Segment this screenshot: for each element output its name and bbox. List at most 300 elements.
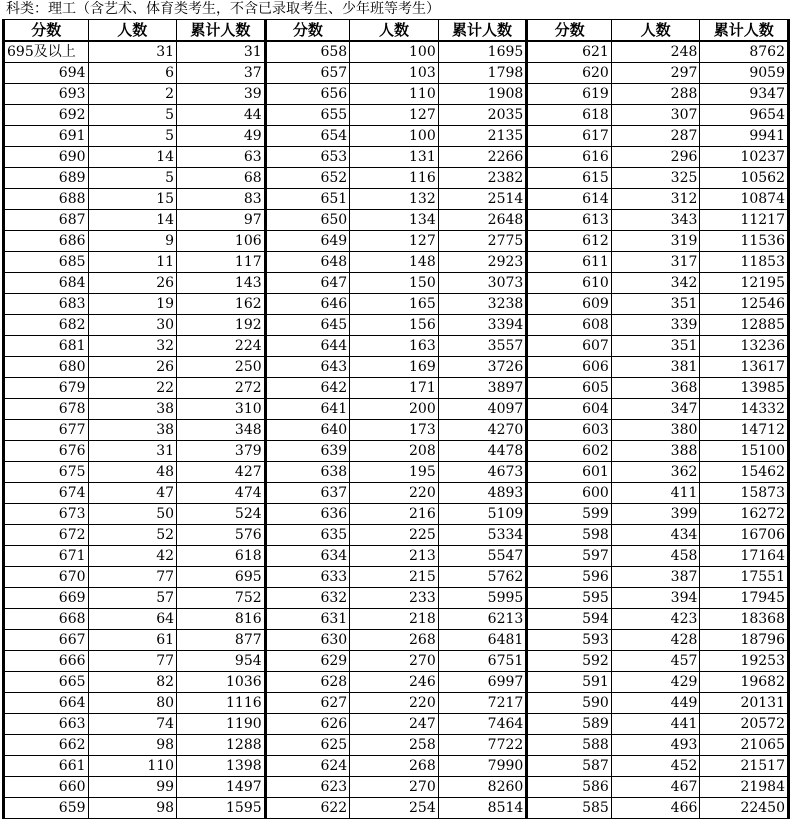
cumulative-cell-3: 9059: [700, 63, 789, 84]
header-cumulative-3: 累计人数: [700, 20, 789, 42]
cumulative-cell-1: 1398: [177, 756, 266, 777]
score-cell-2: 644: [265, 336, 350, 357]
score-distribution-table: [2, 19, 790, 819]
table-row: [4, 63, 789, 84]
count-cell-3: 458: [611, 546, 700, 567]
cumulative-cell-1: 224: [177, 336, 266, 357]
score-cell-1: 661: [4, 756, 89, 777]
count-cell-3: 380: [611, 420, 700, 441]
count-cell-3: 467: [611, 777, 700, 798]
cumulative-cell-1: 97: [177, 210, 266, 231]
score-cell-1: 668: [4, 609, 89, 630]
score-cell-1: 688: [4, 189, 89, 210]
score-cell-3: 603: [527, 420, 612, 441]
cumulative-cell-1: 348: [177, 420, 266, 441]
cumulative-cell-3: 19253: [700, 651, 789, 672]
count-cell-3: 434: [611, 525, 700, 546]
count-cell-1: 5: [88, 126, 177, 147]
cumulative-cell-1: 524: [177, 504, 266, 525]
score-cell-1: 669: [4, 588, 89, 609]
cumulative-cell-3: 15873: [700, 483, 789, 504]
cumulative-cell-1: 106: [177, 231, 266, 252]
count-cell-2: 116: [350, 168, 439, 189]
count-cell-2: 127: [350, 105, 439, 126]
score-cell-3: 619: [527, 84, 612, 105]
cumulative-cell-3: 21984: [700, 777, 789, 798]
cumulative-cell-2: 8514: [438, 798, 527, 819]
score-cell-2: 648: [265, 252, 350, 273]
count-cell-1: 110: [88, 756, 177, 777]
count-cell-2: 163: [350, 336, 439, 357]
score-cell-1: 693: [4, 84, 89, 105]
count-cell-2: 208: [350, 441, 439, 462]
cumulative-cell-3: 9347: [700, 84, 789, 105]
cumulative-cell-1: 192: [177, 315, 266, 336]
cumulative-cell-1: 1288: [177, 735, 266, 756]
score-cell-2: 657: [265, 63, 350, 84]
cumulative-cell-1: 310: [177, 399, 266, 420]
count-cell-1: 32: [88, 336, 177, 357]
count-cell-2: 127: [350, 231, 439, 252]
cumulative-cell-2: 2266: [438, 147, 527, 168]
score-cell-1: 660: [4, 777, 89, 798]
cumulative-cell-2: 2514: [438, 189, 527, 210]
cumulative-cell-3: 13617: [700, 357, 789, 378]
count-cell-3: 342: [611, 273, 700, 294]
count-cell-3: 325: [611, 168, 700, 189]
count-cell-1: 64: [88, 609, 177, 630]
count-cell-1: 38: [88, 399, 177, 420]
score-cell-3: 606: [527, 357, 612, 378]
score-cell-2: 642: [265, 378, 350, 399]
cumulative-cell-2: 2775: [438, 231, 527, 252]
cumulative-cell-3: 11217: [700, 210, 789, 231]
count-cell-3: 394: [611, 588, 700, 609]
count-cell-3: 399: [611, 504, 700, 525]
score-cell-3: 586: [527, 777, 612, 798]
score-cell-1: 665: [4, 672, 89, 693]
count-cell-2: 218: [350, 609, 439, 630]
cumulative-cell-3: 10874: [700, 189, 789, 210]
cumulative-cell-1: 576: [177, 525, 266, 546]
header-cumulative-1: 累计人数: [177, 20, 266, 42]
cumulative-cell-3: 11853: [700, 252, 789, 273]
cumulative-cell-1: 474: [177, 483, 266, 504]
score-cell-1: 675: [4, 462, 89, 483]
count-cell-2: 220: [350, 483, 439, 504]
count-cell-3: 368: [611, 378, 700, 399]
count-cell-2: 169: [350, 357, 439, 378]
count-cell-2: 195: [350, 462, 439, 483]
score-cell-3: 610: [527, 273, 612, 294]
count-cell-3: 312: [611, 189, 700, 210]
count-cell-2: 220: [350, 693, 439, 714]
table-row: [4, 735, 789, 756]
count-cell-1: 26: [88, 273, 177, 294]
score-cell-3: 592: [527, 651, 612, 672]
count-cell-3: 428: [611, 630, 700, 651]
score-cell-2: 624: [265, 756, 350, 777]
cumulative-cell-3: 20572: [700, 714, 789, 735]
table-row: [4, 567, 789, 588]
cumulative-cell-2: 8260: [438, 777, 527, 798]
cumulative-cell-1: 1497: [177, 777, 266, 798]
score-cell-1: 671: [4, 546, 89, 567]
table-row: [4, 336, 789, 357]
count-cell-3: 347: [611, 399, 700, 420]
cumulative-cell-3: 17164: [700, 546, 789, 567]
cumulative-cell-3: 12195: [700, 273, 789, 294]
count-cell-3: 319: [611, 231, 700, 252]
score-cell-1: 680: [4, 357, 89, 378]
cumulative-cell-3: 21517: [700, 756, 789, 777]
count-cell-3: 317: [611, 252, 700, 273]
count-cell-1: 9: [88, 231, 177, 252]
score-cell-3: 615: [527, 168, 612, 189]
count-cell-1: 57: [88, 588, 177, 609]
cumulative-cell-2: 2923: [438, 252, 527, 273]
score-cell-1: 673: [4, 504, 89, 525]
score-cell-2: 628: [265, 672, 350, 693]
cumulative-cell-3: 10237: [700, 147, 789, 168]
score-cell-1: 670: [4, 567, 89, 588]
count-cell-3: 457: [611, 651, 700, 672]
cumulative-cell-3: 8762: [700, 41, 789, 63]
cumulative-cell-3: 10562: [700, 168, 789, 189]
score-cell-3: 613: [527, 210, 612, 231]
cumulative-cell-3: 13985: [700, 378, 789, 399]
cumulative-cell-2: 1908: [438, 84, 527, 105]
count-cell-1: 26: [88, 357, 177, 378]
count-cell-2: 216: [350, 504, 439, 525]
count-cell-2: 270: [350, 651, 439, 672]
count-cell-2: 247: [350, 714, 439, 735]
table-caption: 科类：理工（含艺术、体育类考生，不含已录取考生、少年班等考生）: [6, 1, 440, 17]
table-row: [4, 651, 789, 672]
count-cell-2: 270: [350, 777, 439, 798]
score-cell-3: 596: [527, 567, 612, 588]
score-cell-1: 676: [4, 441, 89, 462]
cumulative-cell-1: 31: [177, 41, 266, 63]
cumulative-cell-3: 9941: [700, 126, 789, 147]
table-row: [4, 210, 789, 231]
count-cell-2: 200: [350, 399, 439, 420]
score-cell-1: 687: [4, 210, 89, 231]
cumulative-cell-2: 5547: [438, 546, 527, 567]
score-cell-3: 597: [527, 546, 612, 567]
table-row: [4, 630, 789, 651]
count-cell-1: 77: [88, 567, 177, 588]
cumulative-cell-3: 17551: [700, 567, 789, 588]
cumulative-cell-1: 877: [177, 630, 266, 651]
score-cell-3: 620: [527, 63, 612, 84]
header-cumulative-2: 累计人数: [438, 20, 527, 42]
table-row: [4, 672, 789, 693]
cumulative-cell-1: 752: [177, 588, 266, 609]
score-cell-3: 590: [527, 693, 612, 714]
table-row: [4, 777, 789, 798]
count-cell-2: 213: [350, 546, 439, 567]
cumulative-cell-2: 5334: [438, 525, 527, 546]
count-cell-1: 61: [88, 630, 177, 651]
cumulative-cell-1: 618: [177, 546, 266, 567]
score-cell-3: 605: [527, 378, 612, 399]
cumulative-cell-2: 5995: [438, 588, 527, 609]
table-row: [4, 315, 789, 336]
count-cell-1: 52: [88, 525, 177, 546]
score-cell-2: 625: [265, 735, 350, 756]
score-cell-1: 685: [4, 252, 89, 273]
count-cell-3: 466: [611, 798, 700, 819]
cumulative-cell-3: 16272: [700, 504, 789, 525]
score-cell-2: 631: [265, 609, 350, 630]
score-cell-3: 588: [527, 735, 612, 756]
count-cell-2: 246: [350, 672, 439, 693]
score-cell-3: 607: [527, 336, 612, 357]
cumulative-cell-1: 272: [177, 378, 266, 399]
count-cell-1: 77: [88, 651, 177, 672]
score-cell-1: 682: [4, 315, 89, 336]
score-cell-3: 587: [527, 756, 612, 777]
count-cell-2: 254: [350, 798, 439, 819]
count-cell-2: 258: [350, 735, 439, 756]
cumulative-cell-2: 4270: [438, 420, 527, 441]
count-cell-3: 339: [611, 315, 700, 336]
table-row: [4, 399, 789, 420]
score-cell-1: 662: [4, 735, 89, 756]
cumulative-cell-2: 4893: [438, 483, 527, 504]
score-cell-2: 627: [265, 693, 350, 714]
count-cell-3: 287: [611, 126, 700, 147]
count-cell-3: 441: [611, 714, 700, 735]
cumulative-cell-3: 16706: [700, 525, 789, 546]
cumulative-cell-3: 15462: [700, 462, 789, 483]
count-cell-1: 82: [88, 672, 177, 693]
count-cell-3: 411: [611, 483, 700, 504]
cumulative-cell-1: 117: [177, 252, 266, 273]
table-row: [4, 420, 789, 441]
table-row: [4, 273, 789, 294]
score-cell-3: 591: [527, 672, 612, 693]
score-cell-2: 641: [265, 399, 350, 420]
count-cell-3: 343: [611, 210, 700, 231]
count-cell-1: 50: [88, 504, 177, 525]
count-cell-3: 387: [611, 567, 700, 588]
cumulative-cell-2: 5109: [438, 504, 527, 525]
score-cell-3: 614: [527, 189, 612, 210]
score-cell-2: 633: [265, 567, 350, 588]
count-cell-2: 215: [350, 567, 439, 588]
score-cell-2: 656: [265, 84, 350, 105]
count-cell-1: 99: [88, 777, 177, 798]
score-cell-3: 598: [527, 525, 612, 546]
count-cell-1: 15: [88, 189, 177, 210]
score-cell-1: 672: [4, 525, 89, 546]
count-cell-3: 297: [611, 63, 700, 84]
cumulative-cell-1: 250: [177, 357, 266, 378]
score-cell-3: 611: [527, 252, 612, 273]
score-cell-3: 585: [527, 798, 612, 819]
score-cell-2: 647: [265, 273, 350, 294]
cumulative-cell-2: 6997: [438, 672, 527, 693]
table-row: [4, 714, 789, 735]
score-cell-1: 678: [4, 399, 89, 420]
score-cell-1: 691: [4, 126, 89, 147]
table-row: [4, 504, 789, 525]
score-cell-3: 602: [527, 441, 612, 462]
count-cell-2: 132: [350, 189, 439, 210]
cumulative-cell-1: 83: [177, 189, 266, 210]
table-row: [4, 798, 789, 819]
cumulative-cell-2: 1695: [438, 41, 527, 63]
count-cell-3: 429: [611, 672, 700, 693]
count-cell-3: 452: [611, 756, 700, 777]
score-cell-2: 635: [265, 525, 350, 546]
count-cell-2: 165: [350, 294, 439, 315]
cumulative-cell-1: 39: [177, 84, 266, 105]
cumulative-cell-2: 3726: [438, 357, 527, 378]
cumulative-cell-2: 6481: [438, 630, 527, 651]
count-cell-3: 351: [611, 336, 700, 357]
table-body: [4, 41, 789, 819]
score-cell-2: 643: [265, 357, 350, 378]
cumulative-cell-2: 6213: [438, 609, 527, 630]
count-cell-2: 268: [350, 756, 439, 777]
cumulative-cell-2: 3557: [438, 336, 527, 357]
count-cell-1: 22: [88, 378, 177, 399]
header-score-2: 分数: [265, 20, 350, 42]
table-row: [4, 105, 789, 126]
score-cell-2: 638: [265, 462, 350, 483]
table-row: [4, 189, 789, 210]
cumulative-cell-2: 7464: [438, 714, 527, 735]
score-cell-1: 679: [4, 378, 89, 399]
cumulative-cell-2: 2382: [438, 168, 527, 189]
score-cell-2: 652: [265, 168, 350, 189]
score-cell-2: 623: [265, 777, 350, 798]
cumulative-cell-3: 14332: [700, 399, 789, 420]
cumulative-cell-2: 2135: [438, 126, 527, 147]
table-row: [4, 609, 789, 630]
table-row: [4, 168, 789, 189]
score-cell-2: 632: [265, 588, 350, 609]
score-cell-1: 681: [4, 336, 89, 357]
score-cell-2: 634: [265, 546, 350, 567]
score-cell-3: 621: [527, 41, 612, 63]
table-row: [4, 126, 789, 147]
score-cell-1: 659: [4, 798, 89, 819]
cumulative-cell-3: 19682: [700, 672, 789, 693]
score-cell-3: 601: [527, 462, 612, 483]
cumulative-cell-3: 12885: [700, 315, 789, 336]
count-cell-1: 31: [88, 41, 177, 63]
score-cell-3: 595: [527, 588, 612, 609]
count-cell-3: 296: [611, 147, 700, 168]
cumulative-cell-1: 1190: [177, 714, 266, 735]
header-count-1: 人数: [88, 20, 177, 42]
table-row: [4, 357, 789, 378]
score-cell-3: 594: [527, 609, 612, 630]
cumulative-cell-2: 7990: [438, 756, 527, 777]
count-cell-2: 100: [350, 126, 439, 147]
table-row: [4, 252, 789, 273]
count-cell-1: 14: [88, 147, 177, 168]
cumulative-cell-3: 12546: [700, 294, 789, 315]
cumulative-cell-2: 7217: [438, 693, 527, 714]
count-cell-3: 449: [611, 693, 700, 714]
score-cell-2: 654: [265, 126, 350, 147]
count-cell-2: 268: [350, 630, 439, 651]
score-cell-2: 655: [265, 105, 350, 126]
cumulative-cell-1: 427: [177, 462, 266, 483]
score-cell-1: 692: [4, 105, 89, 126]
score-cell-2: 626: [265, 714, 350, 735]
count-cell-1: 6: [88, 63, 177, 84]
score-cell-2: 636: [265, 504, 350, 525]
header-score-1: 分数: [4, 20, 89, 42]
table-row: [4, 294, 789, 315]
count-cell-3: 423: [611, 609, 700, 630]
table-row: [4, 525, 789, 546]
cumulative-cell-1: 68: [177, 168, 266, 189]
table-row: [4, 41, 789, 63]
cumulative-cell-2: 4673: [438, 462, 527, 483]
score-cell-2: 622: [265, 798, 350, 819]
cumulative-cell-1: 37: [177, 63, 266, 84]
table-row: [4, 84, 789, 105]
cumulative-cell-1: 49: [177, 126, 266, 147]
score-cell-2: 629: [265, 651, 350, 672]
score-cell-1: 695及以上: [4, 41, 89, 63]
count-cell-2: 225: [350, 525, 439, 546]
count-cell-1: 11: [88, 252, 177, 273]
score-cell-2: 650: [265, 210, 350, 231]
cumulative-cell-3: 21065: [700, 735, 789, 756]
count-cell-1: 98: [88, 798, 177, 819]
count-cell-2: 100: [350, 41, 439, 63]
table-row: [4, 378, 789, 399]
score-cell-3: 609: [527, 294, 612, 315]
count-cell-1: 47: [88, 483, 177, 504]
cumulative-cell-2: 3394: [438, 315, 527, 336]
header-count-3: 人数: [611, 20, 700, 42]
cumulative-cell-1: 63: [177, 147, 266, 168]
score-cell-1: 663: [4, 714, 89, 735]
cumulative-cell-1: 1595: [177, 798, 266, 819]
cumulative-cell-3: 22450: [700, 798, 789, 819]
table-row: [4, 462, 789, 483]
cumulative-cell-2: 3073: [438, 273, 527, 294]
count-cell-1: 5: [88, 168, 177, 189]
cumulative-cell-3: 9654: [700, 105, 789, 126]
score-cell-3: 599: [527, 504, 612, 525]
count-cell-1: 98: [88, 735, 177, 756]
count-cell-2: 110: [350, 84, 439, 105]
table-row: [4, 693, 789, 714]
score-cell-3: 600: [527, 483, 612, 504]
score-cell-3: 589: [527, 714, 612, 735]
score-cell-3: 593: [527, 630, 612, 651]
count-cell-2: 134: [350, 210, 439, 231]
table-row: [4, 546, 789, 567]
count-cell-3: 362: [611, 462, 700, 483]
cumulative-cell-3: 11536: [700, 231, 789, 252]
count-cell-3: 307: [611, 105, 700, 126]
cumulative-cell-2: 2035: [438, 105, 527, 126]
count-cell-3: 351: [611, 294, 700, 315]
score-cell-3: 604: [527, 399, 612, 420]
count-cell-2: 171: [350, 378, 439, 399]
